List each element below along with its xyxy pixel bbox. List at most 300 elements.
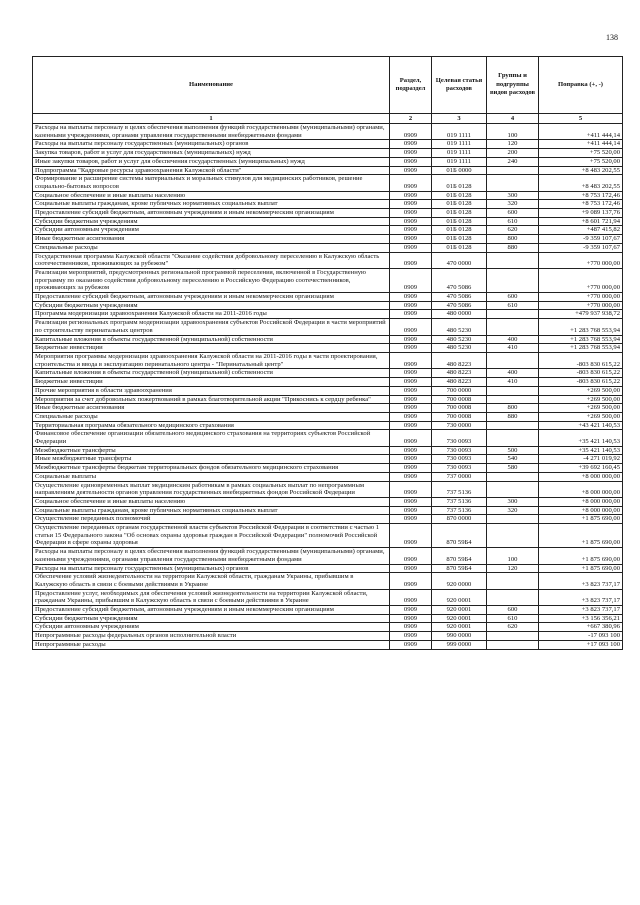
row-group: [487, 481, 539, 497]
header-groups: Группы и подгруппы видов расходов: [487, 57, 539, 114]
table-row: [33, 421, 623, 430]
row-section: 0909: [390, 412, 432, 421]
row-group: 610: [487, 614, 539, 623]
row-group: [487, 395, 539, 404]
table-row: [33, 352, 623, 368]
row-article: 480 8223: [432, 378, 487, 387]
row-group: 880: [487, 243, 539, 252]
row-section: 0909: [390, 268, 432, 292]
table-row: [33, 293, 623, 302]
table-row: [33, 464, 623, 473]
row-section: 0909: [390, 506, 432, 515]
row-section: 0909: [390, 252, 432, 268]
row-group: 540: [487, 455, 539, 464]
table-row: [33, 472, 623, 481]
row-group: [487, 175, 539, 191]
table-row: [33, 191, 623, 200]
row-group: 300: [487, 497, 539, 506]
row-group: 240: [487, 157, 539, 166]
row-group: 610: [487, 301, 539, 310]
row-section: 0909: [390, 166, 432, 175]
row-group: 410: [487, 378, 539, 387]
row-section: 0909: [390, 175, 432, 191]
row-article: 920 0001: [432, 623, 487, 632]
table-row: [33, 515, 623, 524]
row-group: [487, 166, 539, 175]
row-article: 480 8223: [432, 352, 487, 368]
row-name: Социальные выплаты гражданам, кроме публичных нормативных социальных выплат: [33, 200, 390, 209]
row-article: 737 5136: [432, 506, 487, 515]
row-section: 0909: [390, 614, 432, 623]
table-row: [33, 404, 623, 413]
table-row: [33, 124, 623, 140]
row-group: 600: [487, 293, 539, 302]
row-name: Субсидии бюджетным учреждениям: [33, 301, 390, 310]
row-group: [487, 524, 539, 548]
row-group: 610: [487, 217, 539, 226]
table-row: [33, 140, 623, 149]
row-amount: -17 093 100: [539, 632, 623, 641]
table-row: [33, 369, 623, 378]
table-row: [33, 157, 623, 166]
row-group: [487, 589, 539, 605]
row-section: 0909: [390, 191, 432, 200]
row-section: 0909: [390, 310, 432, 319]
row-group: [487, 386, 539, 395]
row-group: [487, 268, 539, 292]
row-amount: -9 359 107,67: [539, 243, 623, 252]
table-row: [33, 564, 623, 573]
row-article: 700 0008: [432, 412, 487, 421]
row-group: 500: [487, 446, 539, 455]
row-article: 019 1111: [432, 140, 487, 149]
row-article: 737 5136: [432, 497, 487, 506]
table-row: [33, 573, 623, 589]
row-amount: +9 089 137,76: [539, 209, 623, 218]
row-group: 400: [487, 369, 539, 378]
header-article: Целевая статья расходов: [432, 57, 487, 114]
row-name: Расходы на выплаты персоналу в целях обеспечения выполнения функций государственными (муниципальными) органами, казенными учреждениями, органами управления государственными внебюджетными фондами: [33, 124, 390, 140]
table-row: [33, 548, 623, 564]
row-name: Иные закупки товаров, работ и услуг для обеспечения государственных (муниципальных) нужд: [33, 157, 390, 166]
row-section: 0909: [390, 564, 432, 573]
row-group: [487, 640, 539, 649]
row-article: 700 0008: [432, 404, 487, 413]
row-group: 200: [487, 149, 539, 158]
table-row: [33, 412, 623, 421]
row-amount: -803 830 615,22: [539, 378, 623, 387]
row-section: 0909: [390, 524, 432, 548]
row-section: 0909: [390, 217, 432, 226]
row-amount: +770 000,00: [539, 252, 623, 268]
row-group: 800: [487, 404, 539, 413]
header-name: Наименование: [33, 57, 390, 114]
row-name: Программа модернизации здравоохранения Калужской области на 2011-2016 годы: [33, 310, 390, 319]
row-amount: +8 000 000,00: [539, 472, 623, 481]
row-section: 0909: [390, 430, 432, 446]
row-article: 870 59Б4: [432, 524, 487, 548]
row-article: 730 0093: [432, 446, 487, 455]
row-amount: +8 601 721,94: [539, 217, 623, 226]
row-amount: +269 500,00: [539, 395, 623, 404]
table-row: [33, 481, 623, 497]
row-name: Мероприятия программы модернизации здравоохранения Калужской области на 2011-2016 годы в части проектирования, строительства и ввода в эксплуатацию перинатального центра - "Перинатальный центр": [33, 352, 390, 368]
row-name: Субсидии бюджетным учреждениям: [33, 217, 390, 226]
row-article: 990 0000: [432, 632, 487, 641]
row-group: 320: [487, 506, 539, 515]
table-row: [33, 589, 623, 605]
row-section: 0909: [390, 446, 432, 455]
row-article: 01Б 0128: [432, 200, 487, 209]
row-article: 737 0000: [432, 472, 487, 481]
row-section: 0909: [390, 378, 432, 387]
row-article: 470 5086: [432, 268, 487, 292]
row-name: Специальные расходы: [33, 412, 390, 421]
row-amount: +667 380,96: [539, 623, 623, 632]
row-amount: +8 753 172,46: [539, 200, 623, 209]
row-article: 019 1111: [432, 149, 487, 158]
row-group: 300: [487, 191, 539, 200]
row-article: 480 5230: [432, 335, 487, 344]
row-article: 470 0000: [432, 252, 487, 268]
row-name: Территориальная программа обязательного медицинского страхования: [33, 421, 390, 430]
table-row: [33, 446, 623, 455]
row-group: [487, 472, 539, 481]
row-article: 730 0093: [432, 455, 487, 464]
table-row: [33, 319, 623, 335]
row-group: [487, 310, 539, 319]
row-name: Формирование и расширение системы материальных и моральных стимулов для медицинских работников, решение социально-бытовых вопросов: [33, 175, 390, 191]
row-name: Капитальные вложения в объекты государственной (муниципальной) собственности: [33, 369, 390, 378]
row-name: Социальные выплаты: [33, 472, 390, 481]
row-amount: +1 283 768 553,94: [539, 344, 623, 353]
row-section: 0909: [390, 548, 432, 564]
row-section: 0909: [390, 149, 432, 158]
row-name: Прочие мероприятия в области здравоохранения: [33, 386, 390, 395]
row-article: 920 0001: [432, 589, 487, 605]
row-group: 410: [487, 344, 539, 353]
row-name: Бюджетные инвестиции: [33, 344, 390, 353]
table-row: [33, 623, 623, 632]
row-amount: +8 753 172,46: [539, 191, 623, 200]
row-group: [487, 421, 539, 430]
row-section: 0909: [390, 472, 432, 481]
row-amount: +39 692 160,45: [539, 464, 623, 473]
row-amount: +8 483 202,55: [539, 175, 623, 191]
row-amount: +43 421 140,53: [539, 421, 623, 430]
table-row: [33, 268, 623, 292]
table-row: [33, 506, 623, 515]
row-amount: +35 421 140,53: [539, 430, 623, 446]
row-name: Осуществление единовременных выплат медицинским работникам в рамках социальных выплат по непрограммным направлениям деятельности органов управления государственных внебюджетных фондов Российской Федерации: [33, 481, 390, 497]
row-amount: +770 000,00: [539, 293, 623, 302]
row-amount: +8 000 000,00: [539, 506, 623, 515]
table-row: [33, 166, 623, 175]
row-section: 0909: [390, 157, 432, 166]
row-amount: -803 830 615,22: [539, 352, 623, 368]
table-row: [33, 335, 623, 344]
row-article: 870 0000: [432, 515, 487, 524]
row-amount: +1 875 690,00: [539, 524, 623, 548]
row-section: 0909: [390, 395, 432, 404]
page-number: 138: [606, 33, 618, 42]
row-section: 0909: [390, 235, 432, 244]
row-article: 019 1111: [432, 124, 487, 140]
row-amount: +269 500,00: [539, 386, 623, 395]
row-name: Расходы на выплаты персоналу государственных (муниципальных) органов: [33, 140, 390, 149]
row-group: [487, 352, 539, 368]
row-article: 480 5230: [432, 344, 487, 353]
row-group: [487, 632, 539, 641]
row-article: 700 0000: [432, 386, 487, 395]
row-section: 0909: [390, 243, 432, 252]
row-section: 0909: [390, 352, 432, 368]
row-article: 01Б 0128: [432, 235, 487, 244]
row-section: 0909: [390, 386, 432, 395]
row-name: Субсидии автономным учреждениям: [33, 226, 390, 235]
row-name: Капитальные вложения в объекты государственной (муниципальной) собственности: [33, 335, 390, 344]
row-group: 120: [487, 140, 539, 149]
table-row: [33, 640, 623, 649]
row-article: 870 59Б4: [432, 564, 487, 573]
row-amount: +479 937 938,72: [539, 310, 623, 319]
row-group: 600: [487, 209, 539, 218]
row-name: Социальное обеспечение и иные выплаты населению: [33, 497, 390, 506]
table-row: [33, 301, 623, 310]
row-name: Иные межбюджетные трансферты: [33, 455, 390, 464]
table-row: [33, 344, 623, 353]
row-amount: +269 500,00: [539, 412, 623, 421]
row-section: 0909: [390, 632, 432, 641]
table-row: [33, 430, 623, 446]
row-section: 0909: [390, 421, 432, 430]
row-amount: +3 156 356,21: [539, 614, 623, 623]
row-name: Мероприятия за счет добровольных пожертвований в рамках благотворительной акции "Прикоснись к сердцу ребенка": [33, 395, 390, 404]
row-name: Реализация мероприятий, предусмотренных региональной программой переселения, включенной в Государственную программу по оказанию содействия добровольному переселению в Российскую Федерацию соотечественников, проживающих за рубежом: [33, 268, 390, 292]
row-article: 730 0000: [432, 421, 487, 430]
row-section: 0909: [390, 589, 432, 605]
row-group: [487, 430, 539, 446]
row-section: 0909: [390, 640, 432, 649]
row-name: Осуществление переданных полномочий: [33, 515, 390, 524]
row-article: 730 0093: [432, 464, 487, 473]
row-name: Закупка товаров, работ и услуг для государственных (муниципальных) нужд: [33, 149, 390, 158]
row-article: 730 0093: [432, 430, 487, 446]
row-section: 0909: [390, 335, 432, 344]
row-name: Расходы на выплаты персоналу государственных (муниципальных) органов: [33, 564, 390, 573]
row-section: 0909: [390, 226, 432, 235]
row-amount: +411 444,14: [539, 140, 623, 149]
row-section: 0909: [390, 606, 432, 615]
row-name: Государственная программа Калужской области "Оказание содействия добровольному переселению в Калужскую область соотечественников, проживающих за рубежом": [33, 252, 390, 268]
table-row: [33, 243, 623, 252]
row-name: Непрограммные расходы: [33, 640, 390, 649]
header-section: Раздел, подраздел: [390, 57, 432, 114]
row-name: Межбюджетные трансферты: [33, 446, 390, 455]
row-name: Иные бюджетные ассигнования: [33, 235, 390, 244]
row-article: 01Б 0128: [432, 226, 487, 235]
row-name: Обеспечение условий жизнедеятельности на территории Калужской области, гражданам Украины, прибывшим в Калужскую область в связи с боевыми действиями в Украине: [33, 573, 390, 589]
row-amount: +8 000 000,00: [539, 481, 623, 497]
row-article: 019 1111: [432, 157, 487, 166]
column-number: 2: [390, 114, 432, 124]
row-name: Расходы на выплаты персоналу в целях обеспечения выполнения функций государственными (муниципальными) органами, казенными учреждениями, органами управления государственными внебюджетными фондами: [33, 548, 390, 564]
row-section: 0909: [390, 404, 432, 413]
row-amount: +487 415,82: [539, 226, 623, 235]
table-row: [33, 200, 623, 209]
row-group: 100: [487, 548, 539, 564]
table-row: [33, 632, 623, 641]
row-section: 0909: [390, 319, 432, 335]
row-article: 737 5136: [432, 481, 487, 497]
row-name: Предоставление субсидий бюджетным, автономным учреждениям и иным некоммерческим организациям: [33, 606, 390, 615]
row-article: 920 0001: [432, 614, 487, 623]
row-group: [487, 515, 539, 524]
row-section: 0909: [390, 293, 432, 302]
table-row: [33, 386, 623, 395]
row-amount: +1 875 690,00: [539, 515, 623, 524]
column-number: 1: [33, 114, 390, 124]
row-article: 480 0000: [432, 310, 487, 319]
row-article: 999 0000: [432, 640, 487, 649]
row-amount: -9 359 107,67: [539, 235, 623, 244]
row-amount: +75 520,00: [539, 157, 623, 166]
row-article: 01Б 0128: [432, 243, 487, 252]
row-amount: -803 830 615,22: [539, 369, 623, 378]
row-article: 920 0001: [432, 606, 487, 615]
row-name: Осуществление переданных органам государственной власти субъектов Российской Федерации в соответствии с частью 1 статьи 15 Федерального закона "Об основах охраны здоровья граждан в Российской Федерации" полномочий Российской Федерации в сфере охраны здоровья: [33, 524, 390, 548]
table-row: [33, 175, 623, 191]
table-header-row: [33, 57, 623, 114]
row-group: 320: [487, 200, 539, 209]
row-group: 880: [487, 412, 539, 421]
row-name: Предоставление услуг, необходимых для обеспечения условий жизнедеятельности на территории Калужской области, гражданам Украины, прибывшим в Калужскую область в связи с боевыми действиями в Украине: [33, 589, 390, 605]
row-group: 620: [487, 226, 539, 235]
row-article: 700 0008: [432, 395, 487, 404]
column-number: 4: [487, 114, 539, 124]
column-number-row: [33, 114, 623, 124]
row-section: 0909: [390, 497, 432, 506]
row-section: 0909: [390, 623, 432, 632]
row-group: 620: [487, 623, 539, 632]
row-name: Субсидии бюджетным учреждениям: [33, 614, 390, 623]
row-article: 01Б 0128: [432, 217, 487, 226]
row-section: 0909: [390, 301, 432, 310]
row-amount: -4 271 019,92: [539, 455, 623, 464]
row-amount: +411 444,14: [539, 124, 623, 140]
table-row: [33, 378, 623, 387]
row-amount: +3 823 737,17: [539, 573, 623, 589]
row-name: Межбюджетные трансферты бюджетам территориальных фондов обязательного медицинского страхования: [33, 464, 390, 473]
table-row: [33, 226, 623, 235]
row-article: 01Б 0128: [432, 191, 487, 200]
table-row: [33, 497, 623, 506]
row-article: 470 5086: [432, 301, 487, 310]
row-group: [487, 252, 539, 268]
row-group: 120: [487, 564, 539, 573]
row-name: Бюджетные инвестиции: [33, 378, 390, 387]
row-article: 01Б 0128: [432, 209, 487, 218]
row-name: Подпрограмма "Кадровые ресурсы здравоохранения Калужской области": [33, 166, 390, 175]
table-row: [33, 455, 623, 464]
column-number: 5: [539, 114, 623, 124]
row-group: [487, 319, 539, 335]
row-article: 480 8223: [432, 369, 487, 378]
header-amendment: Поправка (+, -): [539, 57, 623, 114]
row-amount: +770 000,00: [539, 301, 623, 310]
row-section: 0909: [390, 481, 432, 497]
table-row: [33, 395, 623, 404]
row-article: 01Б 0128: [432, 175, 487, 191]
row-section: 0909: [390, 573, 432, 589]
table-row: [33, 614, 623, 623]
row-section: 0909: [390, 344, 432, 353]
row-section: 0909: [390, 464, 432, 473]
column-number: 3: [432, 114, 487, 124]
row-article: 01Б 0000: [432, 166, 487, 175]
row-amount: +1 875 690,00: [539, 548, 623, 564]
row-section: 0909: [390, 455, 432, 464]
table-row: [33, 149, 623, 158]
row-section: 0909: [390, 515, 432, 524]
row-amount: +1 283 768 553,94: [539, 335, 623, 344]
table-row: [33, 310, 623, 319]
table-row: [33, 524, 623, 548]
row-name: Иные бюджетные ассигнования: [33, 404, 390, 413]
row-name: Социальное обеспечение и иные выплаты населению: [33, 191, 390, 200]
table-row: [33, 252, 623, 268]
row-amount: +17 093 100: [539, 640, 623, 649]
row-group: 580: [487, 464, 539, 473]
row-group: 400: [487, 335, 539, 344]
row-article: 870 59Б4: [432, 548, 487, 564]
row-amount: +3 823 737,17: [539, 589, 623, 605]
row-article: 480 5230: [432, 319, 487, 335]
row-amount: +35 421 140,53: [539, 446, 623, 455]
row-amount: +75 520,00: [539, 149, 623, 158]
row-article: 920 0000: [432, 573, 487, 589]
row-section: 0909: [390, 140, 432, 149]
table-row: [33, 217, 623, 226]
row-name: Финансовое обеспечение организации обязательного медицинского страхования на территориях субъектов Российской Федерации: [33, 430, 390, 446]
row-section: 0909: [390, 209, 432, 218]
row-section: 0909: [390, 124, 432, 140]
row-amount: +8 483 202,55: [539, 166, 623, 175]
row-article: 470 5086: [432, 293, 487, 302]
row-name: Социальные выплаты гражданам, кроме публичных нормативных социальных выплат: [33, 506, 390, 515]
row-amount: +269 500,00: [539, 404, 623, 413]
row-name: Предоставление субсидий бюджетным, автономным учреждениям и иным некоммерческим организациям: [33, 293, 390, 302]
row-name: Предоставление субсидий бюджетным, автономным учреждениям и иным некоммерческим организациям: [33, 209, 390, 218]
table-row: [33, 209, 623, 218]
row-amount: +1 283 768 553,94: [539, 319, 623, 335]
row-group: 600: [487, 606, 539, 615]
row-section: 0909: [390, 200, 432, 209]
row-name: Специальные расходы: [33, 243, 390, 252]
row-name: Субсидии автономным учреждениям: [33, 623, 390, 632]
row-name: Реализация региональных программ модернизации здравоохранения субъектов Российской Федерации в части мероприятий по строительству перинатальных центров: [33, 319, 390, 335]
row-group: [487, 573, 539, 589]
row-amount: +1 875 690,00: [539, 564, 623, 573]
budget-amendments-table: [32, 56, 623, 650]
table-row: [33, 606, 623, 615]
table-row: [33, 235, 623, 244]
row-amount: +3 823 737,17: [539, 606, 623, 615]
row-group: 100: [487, 124, 539, 140]
row-group: 800: [487, 235, 539, 244]
row-amount: +770 000,00: [539, 268, 623, 292]
row-amount: +8 000 000,00: [539, 497, 623, 506]
